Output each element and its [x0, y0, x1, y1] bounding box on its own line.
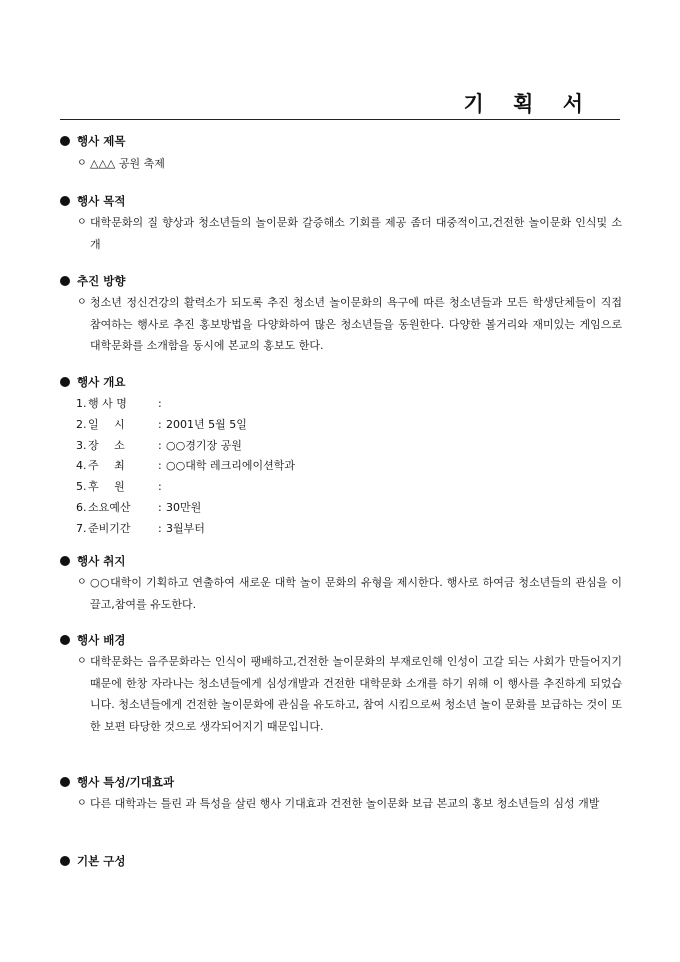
list-item: 7. 준비기간 : 3월부터 [76, 519, 622, 540]
section-bullet-icon [60, 856, 70, 866]
item-mark-icon: ㅇ [77, 297, 87, 308]
list-label: 준비기간 [88, 521, 131, 535]
section-overview [60, 374, 622, 540]
item-text: 대학문화는 음주문화라는 인식이 팽배하고,건전한 놀이문화의 부재로인해 인성이 고갈 되는 사회가 만들어지기 때문에 한창 자라나는 청소년들에게 심성개발과 건전한 대학문화 소개를 하기 위해 이 행사를 추진하게 되었습니다. 청소년들에게 건전한 놀이문화에 관심을 유도하고, 참여 시킴으로써 청소년 놀이 문화를 보급하는 것이 또한 보편 타당한 것으로 생각되어지기 때문입니다. [90, 655, 622, 733]
list-value: 3월부터 [166, 521, 205, 535]
list-item: 2. 일 시 : 2001년 5월 5일 [76, 415, 622, 436]
section-item [60, 651, 622, 737]
item-text: 다른 대학과는 틀린 과 특성을 살린 행사 기대효과 건전한 놀이문화 보급 본교의 홍보 청소년들의 심성 개발 [90, 797, 600, 810]
list-item: 5. 후 원 : [76, 477, 622, 498]
list-label: 행 사 명 [88, 397, 127, 410]
section-purpose [60, 193, 622, 255]
section-heading: 행사 특성/기대효과 [77, 775, 175, 789]
section-heading: 기본 구성 [77, 854, 126, 868]
list-label: 장 소 [88, 438, 131, 452]
section-item [60, 793, 622, 815]
section-intent [60, 553, 622, 615]
section-event-title [60, 133, 622, 175]
section-bullet-icon [60, 196, 70, 206]
list-label: 소요예산 [88, 500, 131, 514]
section-bullet-icon [60, 377, 70, 387]
section-item [60, 212, 622, 255]
section-heading: 행사 배경 [77, 633, 126, 647]
item-text: 청소년 정신건강의 활력소가 되도록 추진 청소년 놀이문화의 욕구에 따른 청소년들과 모든 학생단체들이 직접 참여하는 행사로 추진 홍보방법을 다양화하여 많은 청소년들을 동원한다. 다양한 볼거리와 재미있는 게임으로 대학문화를 소개함을 동시에 본교의 홍보도 한다. [90, 296, 622, 352]
list-value: ○○경기장 공원 [166, 438, 242, 452]
section-item [60, 153, 622, 175]
section-bullet-icon [60, 556, 70, 566]
list-value: 2001년 5월 5일 [166, 417, 247, 431]
list-label: 주 최 [88, 459, 131, 473]
item-mark-icon: ㅇ [77, 577, 87, 588]
section-heading: 행사 취지 [77, 554, 126, 568]
item-mark-icon: ㅇ [77, 798, 87, 809]
section-item [60, 572, 622, 615]
list-label: 일 시 [88, 417, 131, 431]
item-mark-icon: ㅇ [77, 217, 87, 228]
title-rule [60, 119, 620, 120]
list-value: ○○대학 레크리에이션학과 [166, 459, 295, 473]
list-label: 후 원 [88, 480, 131, 494]
item-text: 대학문화의 질 향상과 청소년들의 놀이문화 갈증해소 기회를 제공 좀더 대중적이고,건전한 놀이문화 인식및 소개 [90, 216, 622, 251]
section-direction [60, 273, 622, 357]
list-item: 1. 행 사 명 : [76, 394, 622, 415]
list-item: 3. 장 소 : ○○경기장 공원 [76, 436, 622, 457]
section-item [60, 292, 622, 357]
section-heading: 추진 방향 [77, 274, 126, 288]
section-heading: 행사 목적 [77, 194, 126, 208]
document-title: 기 획 서 [463, 91, 594, 116]
item-text: △△△ 공원 축제 [90, 157, 165, 170]
item-mark-icon: ㅇ [77, 158, 87, 169]
section-bullet-icon [60, 635, 70, 645]
section-bullet-icon [60, 777, 70, 787]
item-mark-icon: ㅇ [77, 656, 87, 667]
list-value: 30만원 [166, 500, 202, 514]
section-bullet-icon [60, 136, 70, 146]
item-text: ○○대학이 기획하고 연출하여 새로운 대학 놀이 문화의 유형을 제시한다. 행사로 하여금 청소년들의 관심을 이끌고,참여를 유도한다. [90, 576, 622, 611]
overview-list [60, 394, 622, 540]
section-heading: 행사 제목 [77, 134, 126, 148]
section-composition [60, 853, 622, 869]
section-background [60, 632, 622, 737]
section-features [60, 774, 622, 815]
list-item: 6. 소요예산 : 30만원 [76, 498, 622, 519]
section-bullet-icon [60, 276, 70, 286]
section-heading: 행사 개요 [77, 375, 126, 389]
list-item: 4. 주 최 : ○○대학 레크리에이션학과 [76, 456, 622, 477]
